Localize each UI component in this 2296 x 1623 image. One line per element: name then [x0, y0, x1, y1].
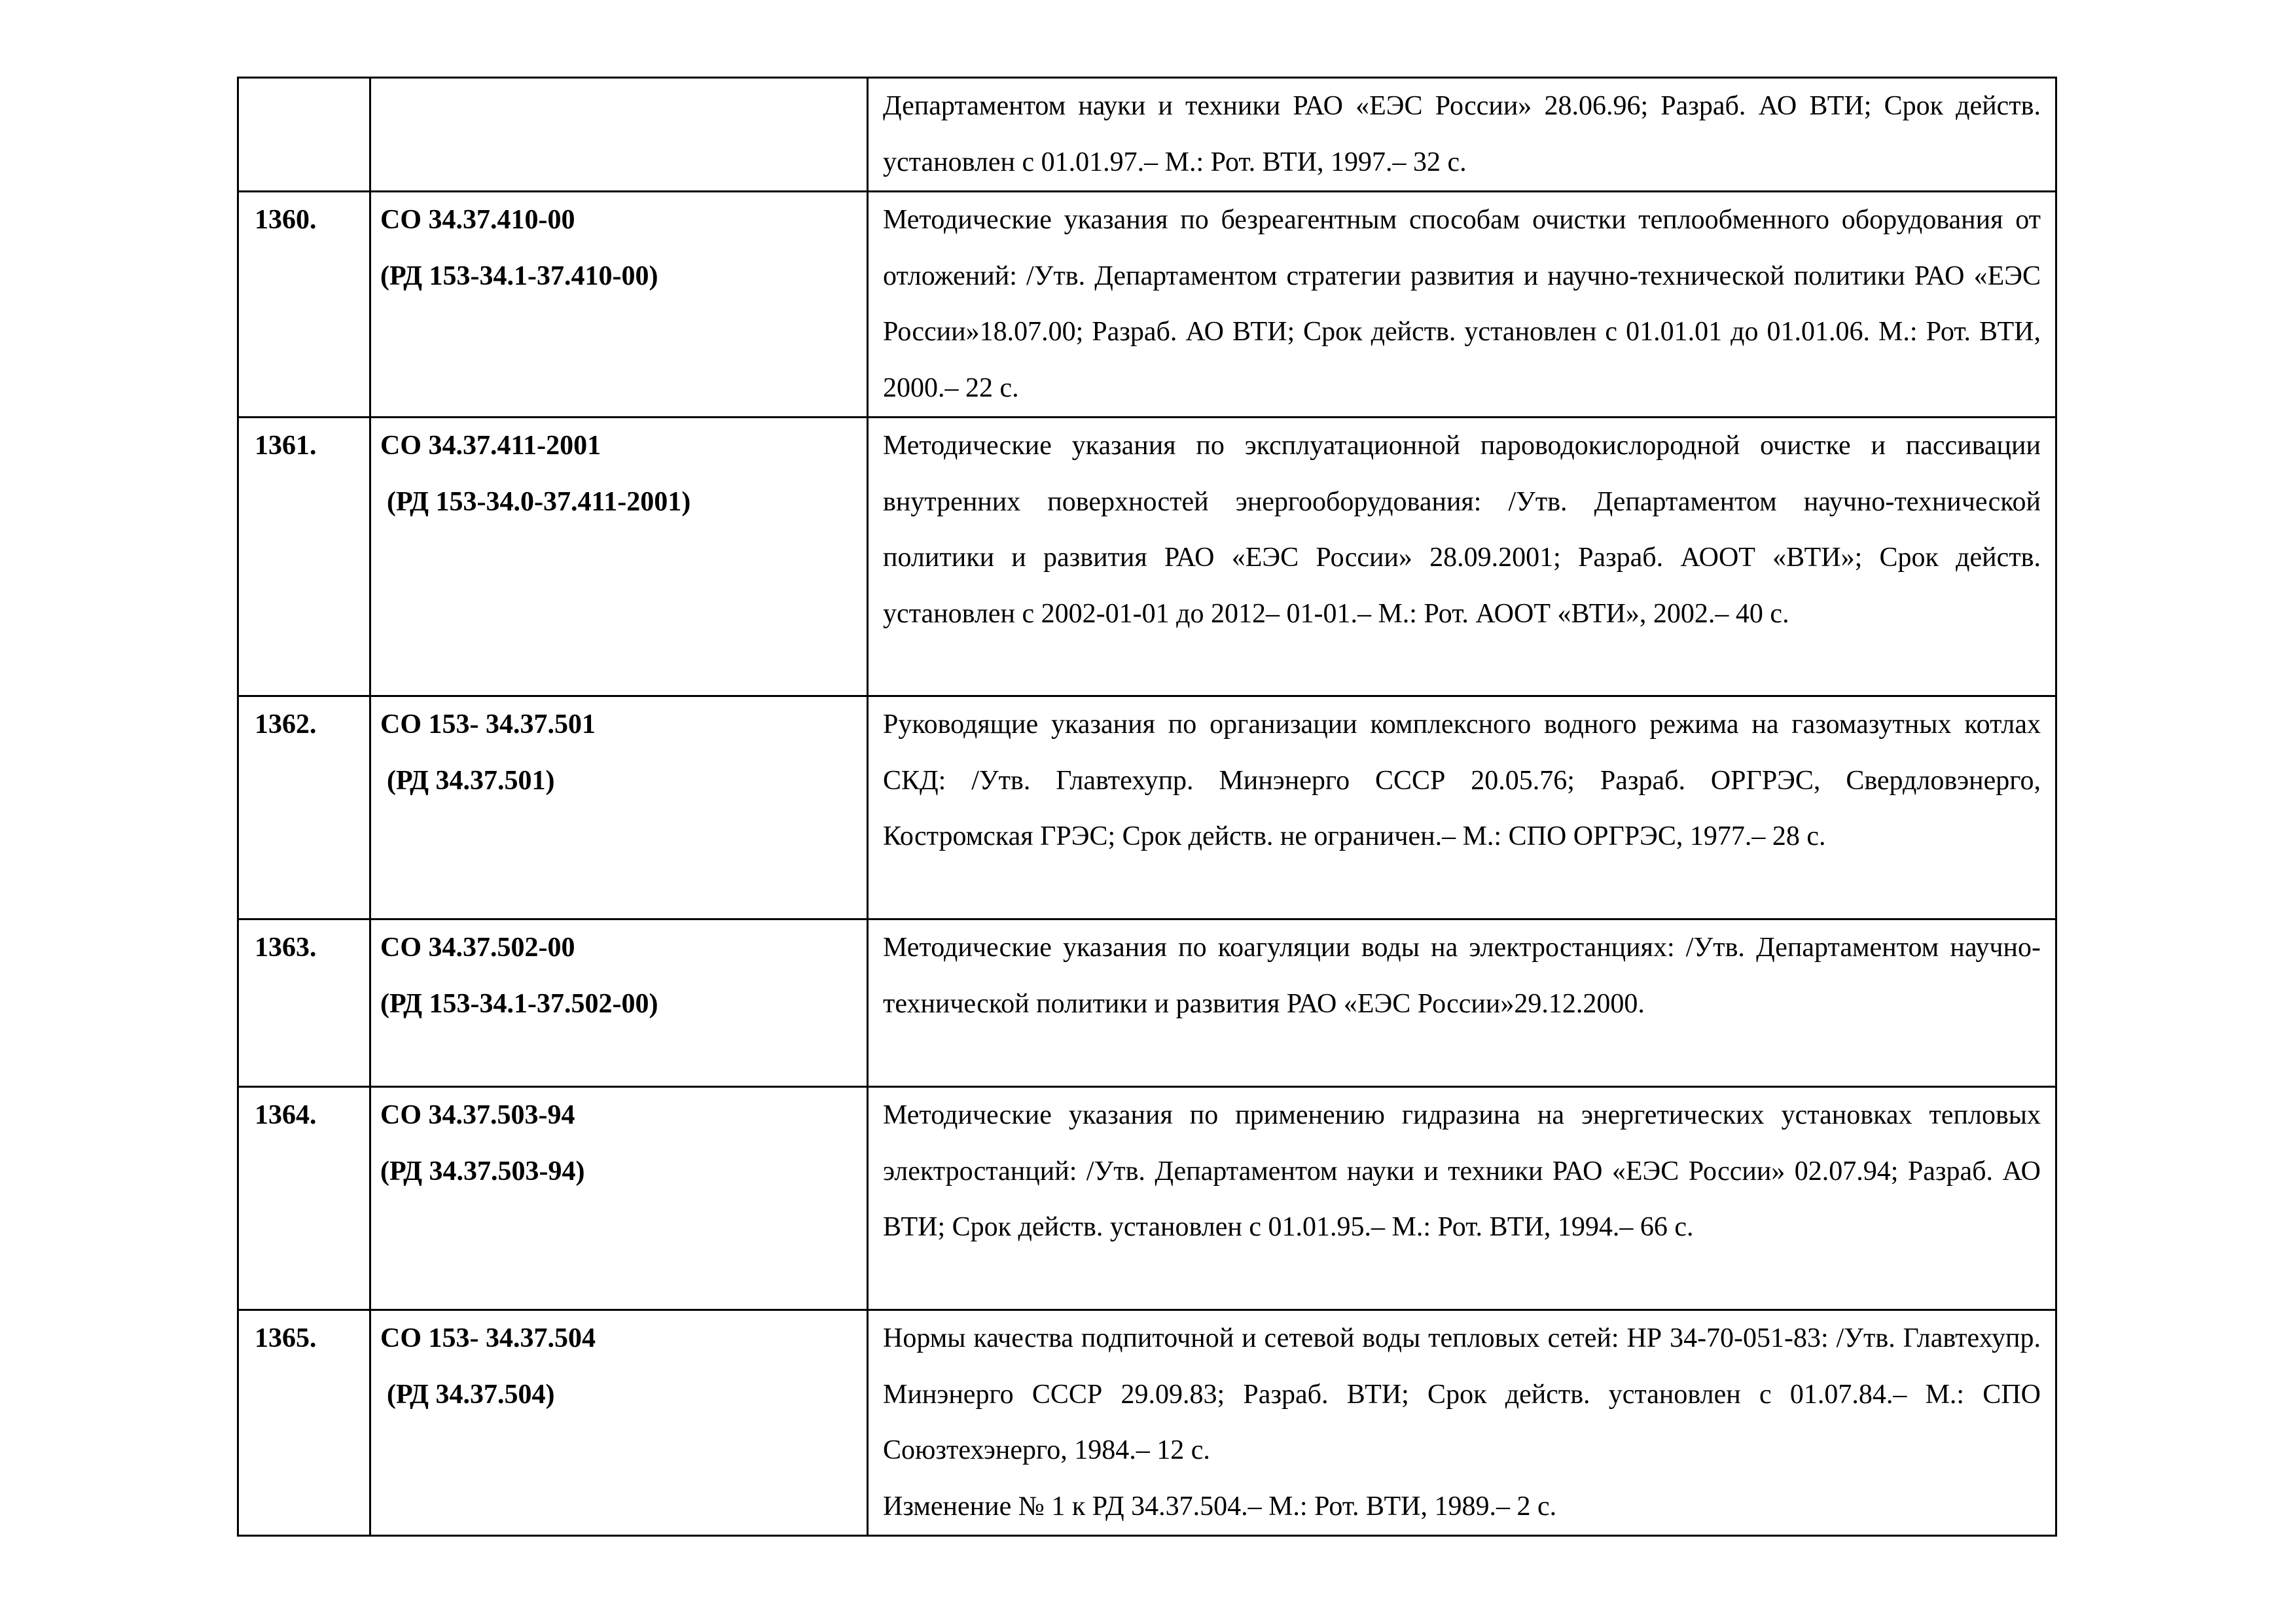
document-code-cell	[370, 78, 868, 192]
document-code: СО 34.37.410-00	[380, 205, 575, 235]
document-description-cell	[868, 1087, 2056, 1310]
table-row	[238, 1087, 2056, 1310]
document-code: СО 34.37.502-00	[380, 933, 575, 963]
table-row	[238, 1310, 2056, 1536]
document-code-cell	[370, 696, 868, 919]
row-number: 1362.	[238, 696, 370, 919]
table-row	[238, 919, 2056, 1087]
document-code-alt: (РД 153-34.0-37.411-2001)	[387, 486, 691, 517]
document-code: СО 153- 34.37.504	[380, 1323, 596, 1353]
document-code-alt: (РД 153-34.1-37.502-00)	[380, 988, 658, 1019]
table-row	[238, 418, 2056, 696]
row-number: 1364.	[238, 1087, 370, 1310]
document-description-cell	[868, 192, 2056, 418]
document-description: Нормы качества подпиточной и сетевой воды тепловых сетей: НР 34-70-051-83: /Утв. Главтехупр. Минэнерго СССР 29.09.83; Разраб. ВТИ; Срок действ. установлен с 01.07.84.– М.: СПО Союзтехэнерго, 1984.– 12 с.	[883, 1323, 2041, 1465]
table-row	[238, 78, 2056, 192]
row-number	[238, 78, 370, 192]
row-number: 1365.	[238, 1310, 370, 1536]
document-code-alt: (РД 34.37.503-94)	[380, 1156, 585, 1186]
document-description: Методические указания по безреагентным способам очистки теплообменного оборудования от отложений: /Утв. Департаментом стратегии развития и научно-технической политики РАО «ЕЭС России»18.07.00; Разраб. АО ВТИ; Срок действ. установлен с 01.01.01 до 01.01.06. М.: Рот. ВТИ, 2000.– 22 с.	[883, 205, 2041, 403]
document-code-cell	[370, 919, 868, 1087]
document-code: СО 153- 34.37.501	[380, 709, 596, 740]
table-row	[238, 696, 2056, 919]
table-row	[238, 192, 2056, 418]
standards-table	[237, 77, 2057, 1537]
document-code-alt: (РД 34.37.501)	[387, 765, 555, 796]
document-code-cell	[370, 1087, 868, 1310]
document-description-cell	[868, 418, 2056, 696]
document-description-cell	[868, 1310, 2056, 1536]
document-description: Методические указания по эксплуатационной пароводокислородной очистке и пассивации внутренних поверхностей энергооборудования: /Утв. Департаментом научно-технической политики и развития РАО «ЕЭС России» 28.09.2001; Разраб. АООТ «ВТИ»; Срок действ. установлен с 2002-01-01 до 2012– 01-01.– М.: Рот. АООТ «ВТИ», 2002.– 40 с.	[883, 431, 2041, 629]
document-code-cell	[370, 192, 868, 418]
row-number: 1360.	[238, 192, 370, 418]
document-code-cell	[370, 1310, 868, 1536]
document-description-cell	[868, 78, 2056, 192]
document-code: СО 34.37.503-94	[380, 1100, 575, 1130]
document-description-cell	[868, 696, 2056, 919]
document-amendment: Изменение № 1 к РД 34.37.504.– М.: Рот. ВТИ, 1989.– 2 с.	[883, 1491, 1557, 1522]
row-number: 1363.	[238, 919, 370, 1087]
document-description: Руководящие указания по организации комплексного водного режима на газомазутных котлах СКД: /Утв. Главтехупр. Минэнерго СССР 20.05.76; Разраб. ОРГРЭС, Свердловэнерго, Костромская ГРЭС; Срок действ. не ограничен.– М.: СПО ОРГРЭС, 1977.– 28 с.	[883, 709, 2041, 851]
document-description: Методические указания по применению гидразина на энергетических установках тепловых электростанций: /Утв. Департаментом науки и техники РАО «ЕЭС России» 02.07.94; Разраб. АО ВТИ; Срок действ. установлен с 01.01.95.– М.: Рот. ВТИ, 1994.– 66 с.	[883, 1100, 2041, 1242]
document-code: СО 34.37.411-2001	[380, 431, 601, 461]
document-description: Департаментом науки и техники РАО «ЕЭС России» 28.06.96; Разраб. АО ВТИ; Срок действ. установлен с 01.01.97.– М.: Рот. ВТИ, 1997.– 32 с.	[883, 91, 2041, 177]
document-code-alt: (РД 34.37.504)	[387, 1379, 555, 1410]
document-code-alt: (РД 153-34.1-37.410-00)	[380, 260, 658, 291]
document-code-cell	[370, 418, 868, 696]
document-description: Методические указания по коагуляции воды на электростанциях: /Утв. Департаментом научно-технической политики и развития РАО «ЕЭС России»29.12.2000.	[883, 933, 2041, 1019]
document-description-cell	[868, 919, 2056, 1087]
row-number: 1361.	[238, 418, 370, 696]
